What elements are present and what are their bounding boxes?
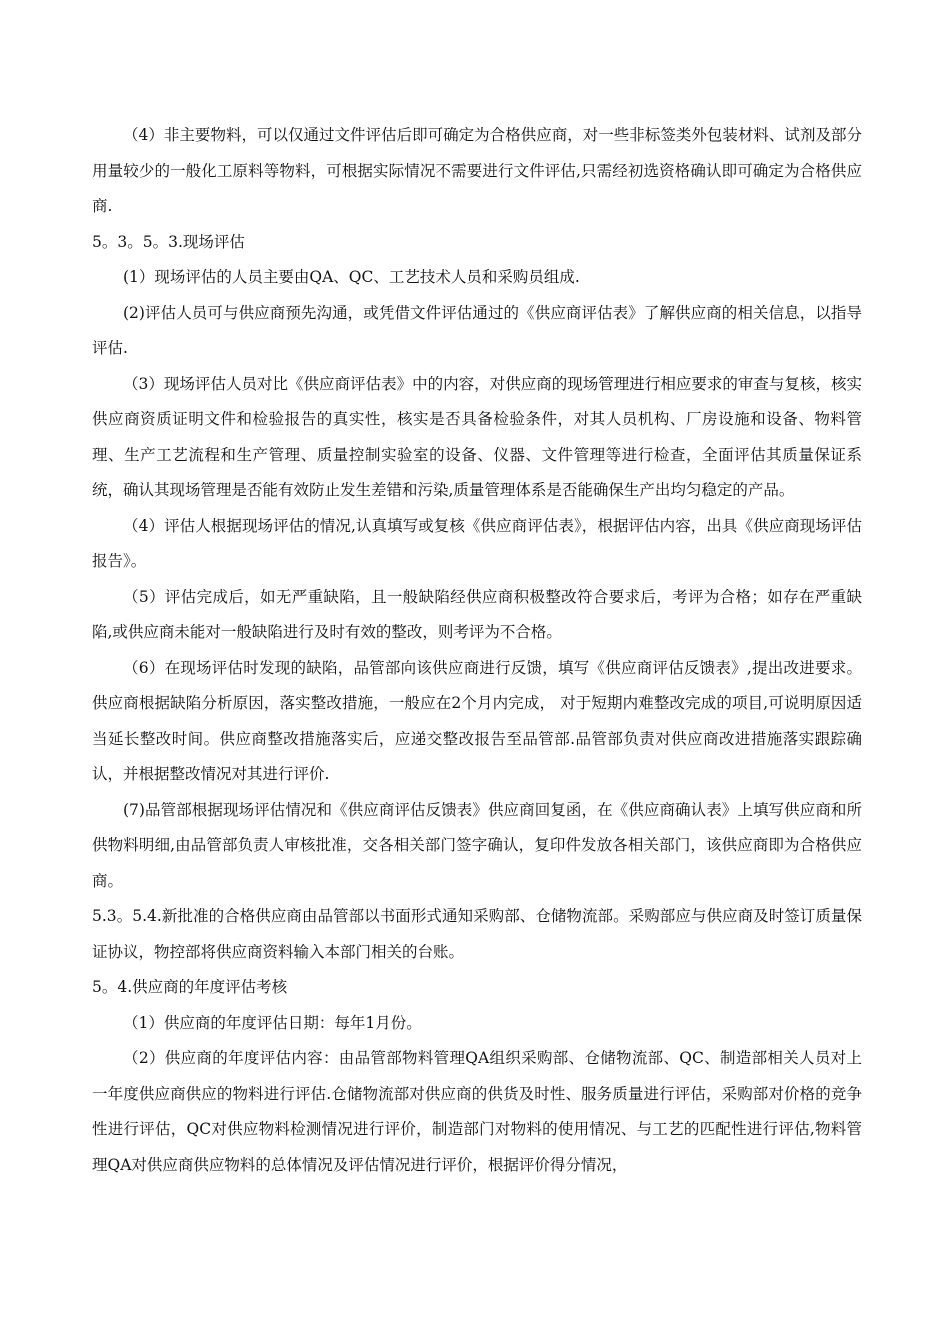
paragraph-pass-criteria: （5）评估完成后，如无严重缺陷，且一般缺陷经供应商积极整改符合要求后，考评为合格；如存在严重缺陷,或供应商未能对一般缺陷进行及时有效的整改，则考评为不合格。: [92, 587, 862, 641]
section-heading-onsite-evaluation: 5。3。5。3.现场评估: [92, 232, 245, 251]
paragraph-preliminary-communication: (2)评估人员可与供应商预先沟通，或凭借文件评估通过的《供应商评估表》了解供应商的相关信息，以指导评估.: [92, 303, 862, 357]
paragraph-annual-content: （2）供应商的年度评估内容：由品管部物料管理QA组织采购部、仓储物流部、QC、制造部相关人员对上一年度供应商供应的物料进行评估.仓储物流部对供应商的供货及时性、服务质量进行评估，采购部对价格的竞争性进行评估，QC对供应物料检测情况进行评价，制造部门对物料的使用情况、与工艺的匹配性进行评估,物料管理QA对供应商供应物料的总体情况及评估情况进行评价，根据评价得分情况，: [92, 1049, 862, 1174]
paragraph-defect-feedback: （6）在现场评估时发现的缺陷，品管部向该供应商进行反馈，填写《供应商评估反馈表》,提出改进要求。供应商根据缺陷分析原因，落实整改措施，一般应在2个月内完成， 对于短期内难整改完成的项目,可说明原因适当延长整改时间。供应商整改措施落实后，应递交整改报告至品管部.品管部负责对供应商改进措施落实跟踪确认，并根据整改情况对其进行评价.: [92, 658, 862, 783]
paragraph-nonprimary-materials: （4）非主要物料，可以仅通过文件评估后即可确定为合格供应商，对一些非标签类外包装材料、试剂及部分用量较少的一般化工原料等物料，可根据实际情况不需要进行文件评估,只需经初选资格确认即可确定为合格供应商.: [92, 126, 862, 215]
paragraph-onsite-review: （3）现场评估人员对比《供应商评估表》中的内容，对供应商的现场管理进行相应要求的审查与复核，核实供应商资质证明文件和检验报告的真实性，核实是否具备检验条件，对其人员机构、厂房设施和设备、物料管理、生产工艺流程和生产管理、质量控制实验室的设备、仪器、文件管理等进行检查，全面评估其质量保证系统，确认其现场管理是否能有效防止发生差错和污染,质量管理体系是否能确保生产出均匀稳定的产品。: [92, 374, 862, 499]
paragraph-evaluation-report: （4）评估人根据现场评估的情况,认真填写或复核《供应商评估表》，根据评估内容，出具《供应商现场评估报告》。: [92, 516, 862, 570]
paragraph-annual-date: （1）供应商的年度评估日期：每年1月份。: [123, 1013, 422, 1032]
paragraph-evaluation-personnel: (1）现场评估的人员主要由QA、QC、工艺技术人员和采购员组成.: [123, 268, 580, 286]
section-new-qualified-supplier: 5.3。5.4.新批准的合格供应商由品管部以书面形式通知采购部、仓储物流部。采购部应与供应商及时签订质量保证协议，物控部将供应商资料输入本部门相关的台账。: [92, 907, 862, 961]
document-body: [92, 118, 862, 1183]
paragraph-supplier-confirmation: (7)品管部根据现场评估情况和《供应商评估反馈表》供应商回复函，在《供应商确认表》上填写供应商和所供物料明细,由品管部负责人审核批准，交各相关部门签字确认，复印件发放各相关部门，该供应商即为合格供应商。: [92, 800, 862, 890]
section-heading-annual-assessment: 5。4.供应商的年度评估考核: [92, 978, 288, 996]
